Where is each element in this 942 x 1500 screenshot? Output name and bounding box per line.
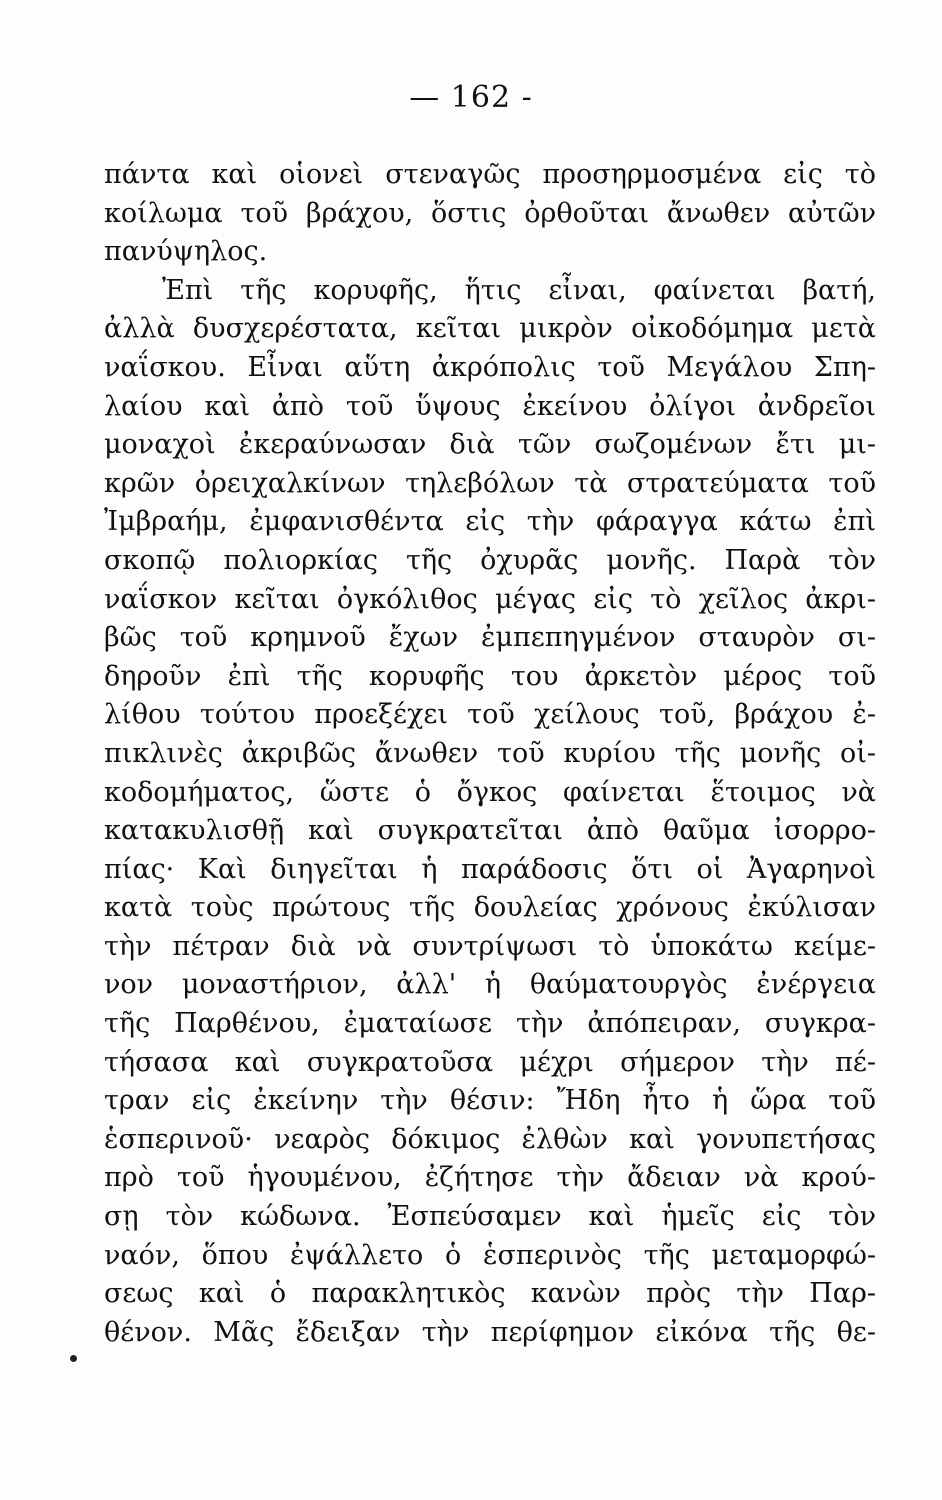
text-line: ναΐσκον κεῖται ὀγκόλιθος μέγας εἰς τὸ χεῖλος ἀκρι- (104, 583, 876, 615)
text-line: λίθου τούτου προεξέχει τοῦ χείλους τοῦ, βράχου ἐ- (104, 699, 876, 731)
text-line: νον μοναστήριον, ἀλλ' ἡ θαύματουργὸς ἐνέργεια (104, 969, 876, 1001)
text-line: Ἐπὶ τῆς κορυφῆς, ἥτις εἶναι, φαίνεται βατή, (162, 274, 876, 306)
text-line: πάντα καὶ οἱονεὶ στεναγῶς προσηρμοσμένα εἰς τὸ (104, 159, 876, 190)
body-text (104, 156, 876, 1352)
text-line: σεως καὶ ὁ παρακλητικὸς κανὼν πρὸς τὴν Παρ- (104, 1278, 876, 1310)
text-line: τραν εἰς ἐκείνην τὴν θέσιν: Ἤδη ἦτο ἡ ὥρα τοῦ (104, 1085, 876, 1117)
text-line: θένον. Μᾶς ἔδειξαν τὴν περίφημον εἰκόνα τῆς θε- (104, 1316, 876, 1348)
text-line: δηροῦν ἐπὶ τῆς κορυφῆς του ἀρκετὸν μέρος τοῦ (104, 660, 876, 692)
text-line: βῶς τοῦ κρημνοῦ ἔχων ἐμπεπηγμένον σταυρὸν σι- (104, 622, 876, 654)
text-line: ναΐσκου. Εἶναι αὕτη ἀκρόπολις τοῦ Μεγάλου Σπη- (104, 351, 876, 383)
text-line: τὴν πέτραν διὰ νὰ συντρίψωσι τὸ ὑποκάτω κείμε- (104, 930, 876, 962)
text-line: τῆς Παρθένου, ἐματαίωσε τὴν ἀπόπειραν, συγκρα- (104, 1008, 876, 1040)
text-line: μοναχοὶ ἐκεραύνωσαν διὰ τῶν σωζομένων ἔτι μι- (104, 429, 876, 461)
text-line: κατὰ τοὺς πρώτους τῆς δουλείας χρόνους ἐκύλισαν (104, 892, 876, 924)
text-line: κοίλωμα τοῦ βράχου, ὅστις ὀρθοῦται ἄνωθεν αὐτῶν (104, 197, 876, 229)
text-line: κοδομήματος, ὥστε ὁ ὄγκος φαίνεται ἕτοιμος νὰ (104, 776, 876, 808)
text-line: πανύψηλος. (104, 236, 268, 268)
text-line: Ἰμβραήμ, ἐμφανισθέντα εἰς τὴν φάραγγα κάτω ἐπὶ (104, 506, 876, 538)
text-line: ἑσπερινοῦ· νεαρὸς δόκιμος ἐλθὼν καὶ γονυπετήσας (104, 1123, 876, 1155)
text-line: ναόν, ὅπου ἐψάλλετο ὁ ἑσπερινὸς τῆς μεταμορφώ- (104, 1239, 876, 1271)
text-line: πίας· Καὶ διηγεῖται ἡ παράδοσις ὅτι οἱ Ἀγαρηνοὶ (104, 853, 876, 885)
text-line: πικλινὲς ἀκριβῶς ἄνωθεν τοῦ κυρίου τῆς μονῆς οἰ- (104, 737, 876, 769)
text-line: λαίου καὶ ἀπὸ τοῦ ὕψους ἐκείνου ὀλίγοι ἀνδρεῖοι (104, 390, 876, 422)
text-line: κατακυλισθῇ καὶ συγκρατεῖται ἀπὸ θαῦμα ἰσορρο- (104, 815, 876, 847)
page-number: — 162 - (409, 80, 533, 115)
text-line: κρῶν ὀρειχαλκίνων τηλεβόλων τὰ στρατεύματα τοῦ (104, 467, 876, 499)
text-line: ἀλλὰ δυσχερέστατα, κεῖται μικρὸν οἰκοδόμημα μετὰ (104, 313, 876, 345)
text-line: τήσασα καὶ συγκρατοῦσα μέχρι σήμερον τὴν πέ- (104, 1046, 876, 1078)
text-line: σῃ τὸν κώδωνα. Ἐσπεύσαμεν καὶ ἡμεῖς εἰς τὸν (104, 1201, 876, 1233)
text-line: πρὸ τοῦ ἡγουμένου, ἐζήτησε τὴν ἄδειαν νὰ κρού- (104, 1162, 876, 1194)
text-line: σκοπῷ πολιορκίας τῆς ὀχυρᾶς μονῆς. Παρὰ τὸν (104, 544, 876, 576)
margin-dot-mark (70, 1355, 77, 1362)
